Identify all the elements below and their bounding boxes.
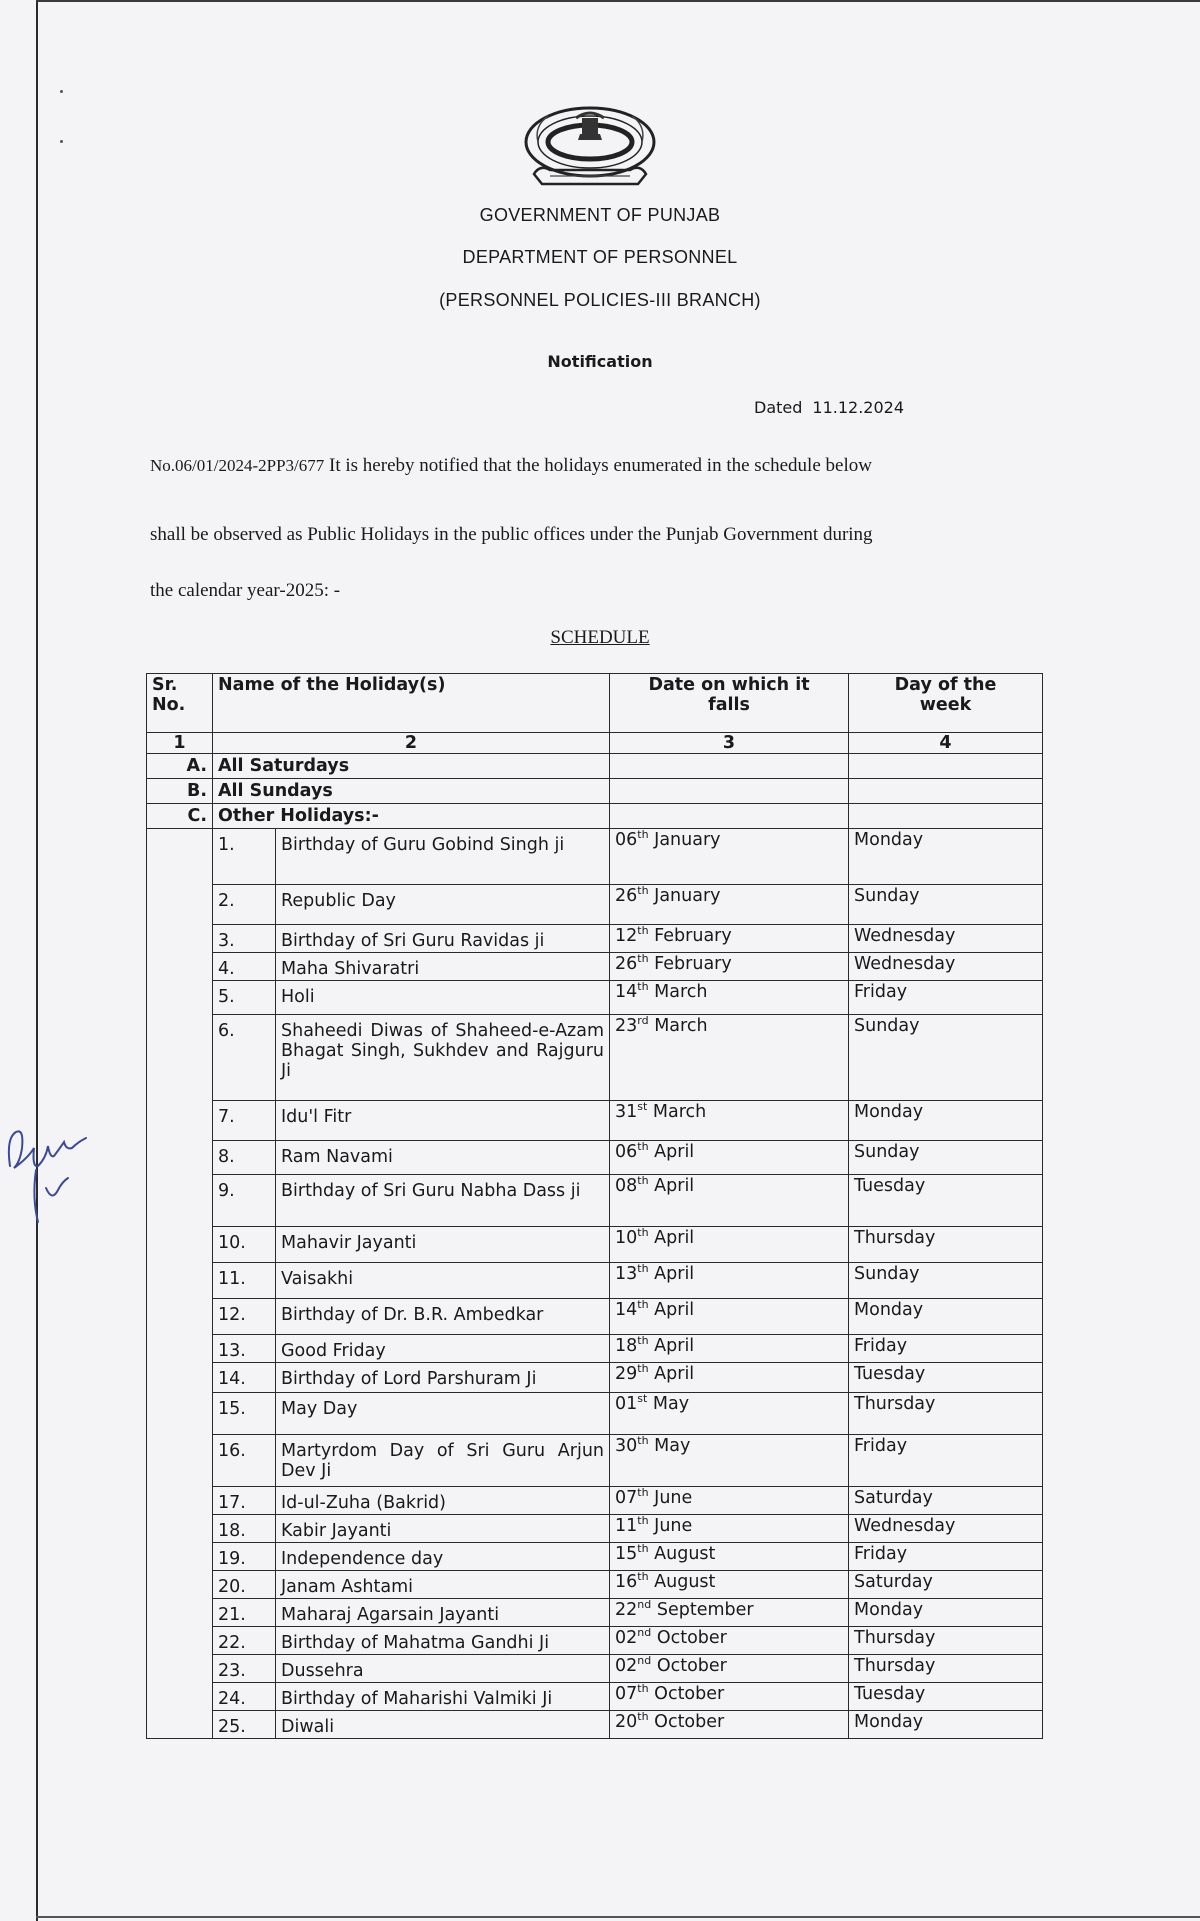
holiday-name: Mahavir Jayanti xyxy=(276,1227,610,1263)
holiday-date-month: May xyxy=(654,1436,691,1456)
holiday-name: Martyrdom Day of Sri Guru Arjun Dev Ji xyxy=(276,1435,610,1487)
holiday-name: Birthday of Lord Parshuram Ji xyxy=(276,1363,610,1393)
holiday-weekday: Wednesday xyxy=(849,953,1043,981)
schedule-title: SCHEDULE xyxy=(550,627,650,648)
holiday-serial: 13. xyxy=(213,1335,276,1363)
holiday-weekday: Tuesday xyxy=(849,1175,1043,1227)
holiday-date-day: 26 xyxy=(615,886,638,906)
section-c-spacer xyxy=(147,1655,213,1683)
holiday-date-month: April xyxy=(654,1142,695,1162)
holiday-date-suffix: st xyxy=(637,1392,648,1406)
holiday-weekday: Monday xyxy=(849,829,1043,885)
holiday-date-day: 29 xyxy=(615,1364,638,1384)
holiday-date-suffix: th xyxy=(637,1298,649,1312)
holiday-date-month: October xyxy=(654,1712,725,1732)
holiday-date-day: 14 xyxy=(615,982,638,1002)
table-row xyxy=(147,829,1043,885)
holiday-serial: 21. xyxy=(213,1599,276,1627)
column-number: 3 xyxy=(610,733,849,754)
holiday-serial: 18. xyxy=(213,1515,276,1543)
holiday-date xyxy=(610,1101,849,1141)
section-c-spacer xyxy=(147,829,213,885)
holiday-date-day: 10 xyxy=(615,1228,638,1248)
holiday-date-month: April xyxy=(654,1176,695,1196)
dated-line xyxy=(754,398,904,417)
holiday-date xyxy=(610,925,849,953)
holiday-name: Birthday of Guru Gobind Singh ji xyxy=(276,829,610,885)
holiday-weekday: Friday xyxy=(849,1335,1043,1363)
top-edge-rule xyxy=(36,0,1200,2)
section-label: All Sundays xyxy=(213,779,610,804)
section-c-spacer xyxy=(147,1175,213,1227)
holiday-date xyxy=(610,1627,849,1655)
holiday-date-suffix: th xyxy=(637,1140,649,1154)
holiday-date xyxy=(610,1227,849,1263)
holiday-serial: 23. xyxy=(213,1655,276,1683)
holiday-date-suffix: th xyxy=(637,952,649,966)
holiday-weekday: Sunday xyxy=(849,1263,1043,1299)
holiday-date-day: 02 xyxy=(615,1628,638,1648)
table-row xyxy=(147,1263,1043,1299)
holiday-date-day: 20 xyxy=(615,1712,638,1732)
holiday-date-month: August xyxy=(654,1572,716,1592)
holiday-date-month: April xyxy=(654,1300,695,1320)
holiday-date-suffix: th xyxy=(637,1174,649,1188)
holiday-serial: 7. xyxy=(213,1101,276,1141)
holiday-name: Kabir Jayanti xyxy=(276,1515,610,1543)
holiday-date-suffix: th xyxy=(637,1486,649,1500)
holiday-date xyxy=(610,829,849,885)
bottom-edge-rule xyxy=(36,1916,1200,1918)
section-c-spacer xyxy=(147,1141,213,1175)
table-header-row xyxy=(147,674,1043,733)
section-c-spacer xyxy=(147,1227,213,1263)
holiday-date xyxy=(610,1571,849,1599)
holiday-serial: 12. xyxy=(213,1299,276,1335)
table-row xyxy=(147,925,1043,953)
table-row xyxy=(147,1141,1043,1175)
holiday-date-suffix: th xyxy=(637,884,649,898)
table-row xyxy=(147,1015,1043,1101)
dated-value: 11.12.2024 xyxy=(812,398,905,417)
holiday-date-suffix: th xyxy=(637,980,649,994)
section-c-spacer xyxy=(147,1299,213,1335)
holiday-serial: 10. xyxy=(213,1227,276,1263)
holiday-name: Maha Shivaratri xyxy=(276,953,610,981)
section-c-spacer xyxy=(147,1711,213,1739)
holiday-weekday: Thursday xyxy=(849,1393,1043,1435)
holiday-date-month: October xyxy=(654,1684,725,1704)
holiday-date-suffix: th xyxy=(637,1542,649,1556)
section-c-spacer xyxy=(147,1627,213,1655)
holiday-date-suffix: th xyxy=(637,1434,649,1448)
holiday-weekday: Monday xyxy=(849,1711,1043,1739)
holiday-serial: 14. xyxy=(213,1363,276,1393)
section-c-spacer xyxy=(147,1363,213,1393)
holiday-date xyxy=(610,1175,849,1227)
holiday-serial: 11. xyxy=(213,1263,276,1299)
holiday-weekday: Thursday xyxy=(849,1227,1043,1263)
holiday-date-month: April xyxy=(654,1228,695,1248)
table-row xyxy=(147,1571,1043,1599)
holiday-date xyxy=(610,1015,849,1101)
holiday-date-day: 08 xyxy=(615,1176,638,1196)
holiday-name: Diwali xyxy=(276,1711,610,1739)
table-row xyxy=(147,1683,1043,1711)
notification-para-line2: shall be observed as Public Holidays in the public offices under the Punjab Government during xyxy=(150,524,873,545)
notification-para-line3: the calendar year-2025: - xyxy=(150,580,341,601)
section-c-spacer xyxy=(147,981,213,1015)
holiday-date-month: January xyxy=(654,830,721,850)
table-row xyxy=(147,953,1043,981)
holiday-date-month: August xyxy=(654,1544,716,1564)
holiday-date-suffix: th xyxy=(637,1362,649,1376)
section-row xyxy=(147,804,1043,829)
holiday-weekday: Sunday xyxy=(849,885,1043,925)
notification-title: Notification xyxy=(547,352,653,371)
holiday-date-month: October xyxy=(656,1628,727,1648)
govt-name: GOVERNMENT OF PUNJAB xyxy=(479,205,721,225)
holiday-date xyxy=(610,1543,849,1571)
section-c-spacer xyxy=(147,1571,213,1599)
table-row xyxy=(147,981,1043,1015)
holiday-date-month: June xyxy=(654,1516,693,1536)
holiday-date-month: March xyxy=(654,982,708,1002)
holiday-date xyxy=(610,885,849,925)
holiday-weekday: Friday xyxy=(849,1543,1043,1571)
section-day-empty xyxy=(849,754,1043,779)
holiday-name: Idu'l Fitr xyxy=(276,1101,610,1141)
holiday-serial: 8. xyxy=(213,1141,276,1175)
holiday-weekday: Monday xyxy=(849,1299,1043,1335)
holiday-date-suffix: nd xyxy=(637,1598,652,1612)
holiday-date-day: 01 xyxy=(615,1394,638,1414)
section-c-spacer xyxy=(147,1543,213,1571)
holiday-date-day: 11 xyxy=(615,1516,638,1536)
holiday-schedule-table xyxy=(146,673,1043,1739)
holiday-date-month: September xyxy=(656,1600,754,1620)
holiday-date-month: April xyxy=(654,1264,695,1284)
holiday-date-day: 14 xyxy=(615,1300,638,1320)
holiday-date-day: 07 xyxy=(615,1684,638,1704)
holiday-serial: 22. xyxy=(213,1627,276,1655)
holiday-serial: 2. xyxy=(213,885,276,925)
holiday-date-day: 26 xyxy=(615,954,638,974)
holiday-weekday: Saturday xyxy=(849,1571,1043,1599)
department-name: DEPARTMENT OF PERSONNEL xyxy=(462,247,738,267)
holiday-serial: 17. xyxy=(213,1487,276,1515)
holiday-weekday: Sunday xyxy=(849,1015,1043,1101)
notification-para-line1 xyxy=(150,455,1050,477)
holiday-name: Good Friday xyxy=(276,1335,610,1363)
section-date-empty xyxy=(610,804,849,829)
table-row xyxy=(147,885,1043,925)
holiday-name: Birthday of Sri Guru Nabha Dass ji xyxy=(276,1175,610,1227)
holiday-weekday: Monday xyxy=(849,1599,1043,1627)
holiday-serial: 3. xyxy=(213,925,276,953)
table-row xyxy=(147,1599,1043,1627)
section-c-spacer xyxy=(147,953,213,981)
column-number-row xyxy=(147,733,1043,754)
holiday-date-day: 06 xyxy=(615,1142,638,1162)
holiday-weekday: Tuesday xyxy=(849,1363,1043,1393)
table-row xyxy=(147,1435,1043,1487)
holiday-weekday: Thursday xyxy=(849,1655,1043,1683)
handwritten-initials-icon xyxy=(2,1118,92,1228)
holiday-serial: 9. xyxy=(213,1175,276,1227)
holiday-date xyxy=(610,1141,849,1175)
holiday-date xyxy=(610,1655,849,1683)
holiday-weekday: Friday xyxy=(849,1435,1043,1487)
holiday-date-day: 02 xyxy=(615,1656,638,1676)
section-date-empty xyxy=(610,754,849,779)
holiday-date-suffix: th xyxy=(637,828,649,842)
holiday-name: Birthday of Mahatma Gandhi Ji xyxy=(276,1627,610,1655)
column-number: 4 xyxy=(849,733,1043,754)
holiday-date xyxy=(610,1363,849,1393)
table-row xyxy=(147,1627,1043,1655)
holiday-date xyxy=(610,1263,849,1299)
holiday-serial: 25. xyxy=(213,1711,276,1739)
holiday-date-month: January xyxy=(654,886,721,906)
table-row xyxy=(147,1711,1043,1739)
header-sr-no: Sr. No. xyxy=(147,674,213,733)
holiday-serial: 19. xyxy=(213,1543,276,1571)
column-number: 1 xyxy=(147,733,213,754)
table-row xyxy=(147,1393,1043,1435)
holiday-date xyxy=(610,981,849,1015)
section-c-spacer xyxy=(147,1335,213,1363)
holiday-date-suffix: th xyxy=(637,1710,649,1724)
holiday-weekday: Wednesday xyxy=(849,925,1043,953)
section-letter: C. xyxy=(147,804,213,829)
holiday-date-suffix: nd xyxy=(637,1654,652,1668)
holiday-date-suffix: nd xyxy=(637,1626,652,1640)
holiday-date-day: 07 xyxy=(615,1488,638,1508)
holiday-name: Holi xyxy=(276,981,610,1015)
holiday-date xyxy=(610,1683,849,1711)
header-day: Day of the week xyxy=(849,674,1043,733)
holiday-name: Republic Day xyxy=(276,885,610,925)
table-row xyxy=(147,1227,1043,1263)
table-row xyxy=(147,1335,1043,1363)
holiday-date-suffix: th xyxy=(637,1334,649,1348)
section-label: All Saturdays xyxy=(213,754,610,779)
para-text-1: It is hereby notified that the holidays enumerated in the schedule below xyxy=(329,455,872,476)
holiday-name: Shaheedi Diwas of Shaheed-e-Azam Bhagat Singh, Sukhdev and Rajguru Ji xyxy=(276,1015,610,1101)
holiday-date-month: June xyxy=(654,1488,693,1508)
holiday-date-day: 16 xyxy=(615,1572,638,1592)
holiday-date-day: 31 xyxy=(615,1102,638,1122)
holiday-weekday: Sunday xyxy=(849,1141,1043,1175)
holiday-serial: 6. xyxy=(213,1015,276,1101)
section-c-spacer xyxy=(147,1599,213,1627)
holiday-date xyxy=(610,1487,849,1515)
section-label: Other Holidays:- xyxy=(213,804,610,829)
section-c-spacer xyxy=(147,1101,213,1141)
section-c-spacer xyxy=(147,1263,213,1299)
holiday-date xyxy=(610,1711,849,1739)
table-row xyxy=(147,1515,1043,1543)
holiday-date xyxy=(610,1299,849,1335)
holiday-date-day: 12 xyxy=(615,926,638,946)
section-letter: A. xyxy=(147,754,213,779)
left-margin-rule xyxy=(36,0,38,1921)
holiday-date-month: February xyxy=(654,926,732,946)
holiday-date-month: October xyxy=(656,1656,727,1676)
holiday-serial: 4. xyxy=(213,953,276,981)
holiday-serial: 20. xyxy=(213,1571,276,1599)
holiday-serial: 15. xyxy=(213,1393,276,1435)
column-number: 2 xyxy=(213,733,610,754)
section-c-spacer xyxy=(147,1515,213,1543)
holiday-date-day: 13 xyxy=(615,1264,638,1284)
section-c-spacer xyxy=(147,1683,213,1711)
holiday-date-day: 18 xyxy=(615,1336,638,1356)
holiday-date xyxy=(610,1435,849,1487)
section-row xyxy=(147,779,1043,804)
holiday-date xyxy=(610,1393,849,1435)
holiday-serial: 24. xyxy=(213,1683,276,1711)
holiday-date-month: February xyxy=(654,954,732,974)
scan-speck xyxy=(60,90,63,93)
holiday-date-day: 15 xyxy=(615,1544,638,1564)
holiday-name: Id-ul-Zuha (Bakrid) xyxy=(276,1487,610,1515)
section-row xyxy=(147,754,1043,779)
holiday-serial: 16. xyxy=(213,1435,276,1487)
table-row xyxy=(147,1101,1043,1141)
holiday-name: Vaisakhi xyxy=(276,1263,610,1299)
holiday-date-suffix: th xyxy=(637,1226,649,1240)
section-c-spacer xyxy=(147,925,213,953)
holiday-serial: 5. xyxy=(213,981,276,1015)
holiday-date-day: 30 xyxy=(615,1436,638,1456)
holiday-weekday: Friday xyxy=(849,981,1043,1015)
holiday-name: Ram Navami xyxy=(276,1141,610,1175)
holiday-weekday: Wednesday xyxy=(849,1515,1043,1543)
holiday-date-month: March xyxy=(654,1016,708,1036)
holiday-date-suffix: th xyxy=(637,1682,649,1696)
section-c-spacer xyxy=(147,1435,213,1487)
section-c-spacer xyxy=(147,885,213,925)
branch-name: (PERSONNEL POLICIES-III BRANCH) xyxy=(439,290,761,310)
holiday-date-suffix: th xyxy=(637,1570,649,1584)
table-row xyxy=(147,1299,1043,1335)
section-c-spacer xyxy=(147,1393,213,1435)
table-row xyxy=(147,1487,1043,1515)
holiday-date-suffix: st xyxy=(637,1100,648,1114)
holiday-date-day: 23 xyxy=(615,1016,638,1036)
holiday-date xyxy=(610,1599,849,1627)
section-c-spacer xyxy=(147,1015,213,1101)
scan-speck xyxy=(60,140,63,143)
state-emblem-icon xyxy=(520,104,660,200)
header-date: Date on which it falls xyxy=(610,674,849,733)
holiday-date-suffix: th xyxy=(637,924,649,938)
holiday-weekday: Tuesday xyxy=(849,1683,1043,1711)
holiday-weekday: Thursday xyxy=(849,1627,1043,1655)
holiday-name: Janam Ashtami xyxy=(276,1571,610,1599)
holiday-date-month: April xyxy=(654,1364,695,1384)
holiday-weekday: Saturday xyxy=(849,1487,1043,1515)
holiday-date-month: May xyxy=(652,1394,690,1414)
holiday-date xyxy=(610,1515,849,1543)
holiday-date xyxy=(610,1335,849,1363)
holiday-date-suffix: th xyxy=(637,1514,649,1528)
holiday-name: May Day xyxy=(276,1393,610,1435)
holiday-date-day: 06 xyxy=(615,830,638,850)
table-row xyxy=(147,1655,1043,1683)
table-row xyxy=(147,1543,1043,1571)
holiday-serial: 1. xyxy=(213,829,276,885)
holiday-name: Dussehra xyxy=(276,1655,610,1683)
section-letter: B. xyxy=(147,779,213,804)
holiday-date-suffix: th xyxy=(637,1262,649,1276)
holiday-date-month: April xyxy=(654,1336,695,1356)
holiday-name: Birthday of Dr. B.R. Ambedkar xyxy=(276,1299,610,1335)
section-day-empty xyxy=(849,779,1043,804)
section-date-empty xyxy=(610,779,849,804)
holiday-name: Maharaj Agarsain Jayanti xyxy=(276,1599,610,1627)
header-holiday-name: Name of the Holiday(s) xyxy=(213,674,610,733)
holiday-date xyxy=(610,953,849,981)
reference-number: No.06/01/2024-2PP3/677 xyxy=(150,456,325,475)
dated-label: Dated xyxy=(754,398,803,417)
holiday-date-suffix: rd xyxy=(637,1014,649,1028)
holiday-date-month: March xyxy=(652,1102,707,1122)
holiday-weekday: Monday xyxy=(849,1101,1043,1141)
section-c-spacer xyxy=(147,1487,213,1515)
holiday-name: Independence day xyxy=(276,1543,610,1571)
section-day-empty xyxy=(849,804,1043,829)
holiday-name: Birthday of Maharishi Valmiki Ji xyxy=(276,1683,610,1711)
table-row xyxy=(147,1363,1043,1393)
table-row xyxy=(147,1175,1043,1227)
holiday-name: Birthday of Sri Guru Ravidas ji xyxy=(276,925,610,953)
holiday-date-day: 22 xyxy=(615,1600,638,1620)
